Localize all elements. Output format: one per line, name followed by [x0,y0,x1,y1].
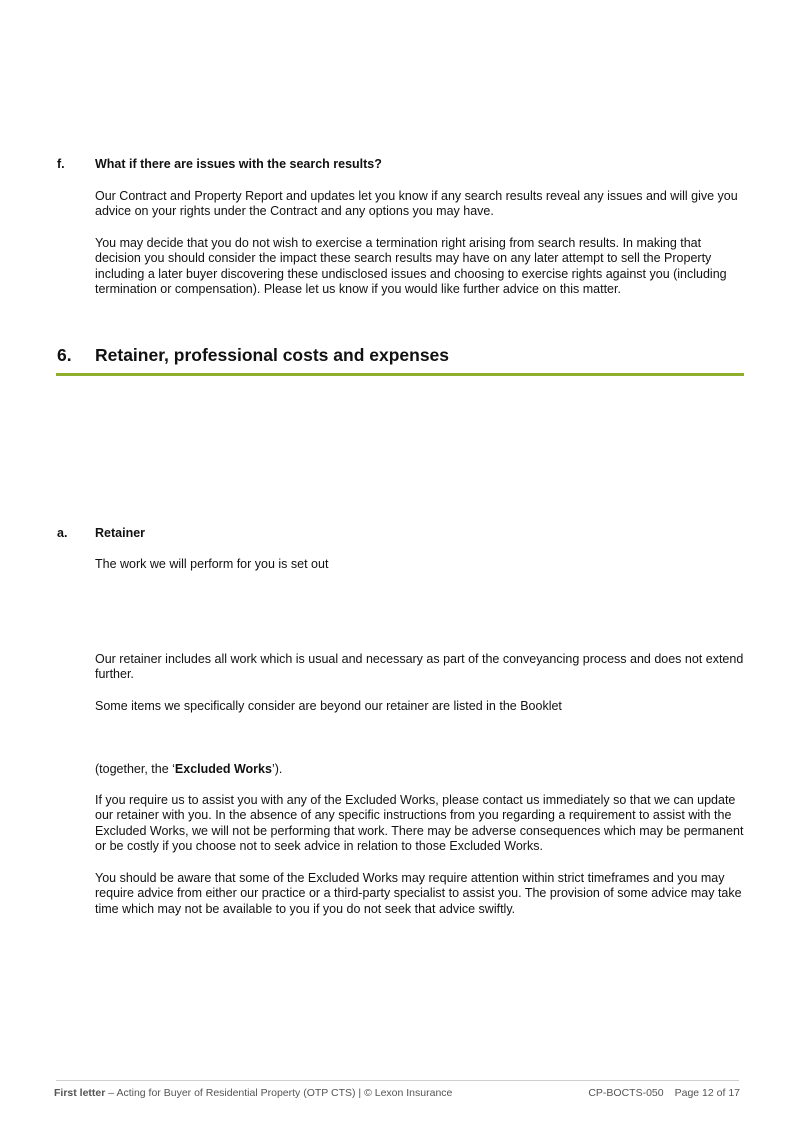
text-prefix: (together, the ‘ [95,762,175,776]
paragraph-text: The work we will perform for you is set out [95,557,329,571]
footer-doc-name: First letter [54,1087,106,1099]
paragraph-text: You should be aware that some of the Excluded Works may require attention within strict timeframes and you may require advice from either our practice or a third-party specialist to assist you. The provision of some advice may take time which may not be available to you if you do not seek that advice swiftly. [95,871,742,916]
paragraph-contact-us [95,793,745,854]
footer-doc-info [580,1087,740,1099]
subsection-letter-a: a. [57,526,68,540]
paragraph-text: If you require us to assist you with any of the Excluded Works, please contact us immediately so that we can update our retainer with you. In the absence of any specific instructions from you regarding a requirement to assist with the Excluded Works, we will not be performing that work. There may be adverse consequences which may be permanent or be costly if you choose not to seek advice in relation to those Excluded Works. [95,793,744,853]
paragraph-text [95,762,745,777]
section-divider [56,373,744,376]
paragraph-work-set-out [95,557,745,572]
paragraph-text: Our Contract and Property Report and updates let you know if any search results reveal any issues and will give you advice on your rights under the Contract and any options you may have. [95,189,738,219]
footer-divider [56,1080,739,1081]
footer-doc-code: CP-BOCTS-050 [588,1087,664,1099]
footer-page-number: Page 12 of 17 [674,1087,740,1099]
subsection-title-search-issues: What if there are issues with the search results? [95,157,382,171]
paragraph-retainer-scope [95,652,745,683]
text-suffix: ’). [271,762,283,776]
section-number: 6. [57,345,72,365]
section-title: Retainer, professional costs and expenses [95,345,450,365]
paragraph-booklet-items [95,699,745,714]
paragraph-timeframes [95,871,745,917]
paragraph-text: Our retainer includes all work which is usual and necessary as part of the conveyancing process and does not extend further. [95,652,744,682]
subsection-letter-f: f. [57,157,65,171]
paragraph-search-report [95,189,745,220]
paragraph-text: Some items we specifically consider are beyond our retainer are listed in the Booklet [95,699,562,713]
defined-term-excluded-works: Excluded Works [174,762,272,776]
paragraph-excluded-works-def [95,762,745,777]
paragraph-text: You may decide that you do not wish to exercise a termination right arising from search results. In making that decision you should consider the impact these search results may have on any later attempt to sell the Property including a later buyer discovering these undisclosed issues and choosing to exercise rights against you (including termination or compensation). Please let us know if you would like further advice on this matter. [95,236,727,296]
paragraph-termination-right [95,236,745,297]
footer-doc-desc: – Acting for Buyer of Residential Property (OTP CTS) | © Lexon Insurance [105,1087,453,1099]
subsection-title-retainer: Retainer [95,526,146,540]
footer-doc-title [54,1087,452,1099]
